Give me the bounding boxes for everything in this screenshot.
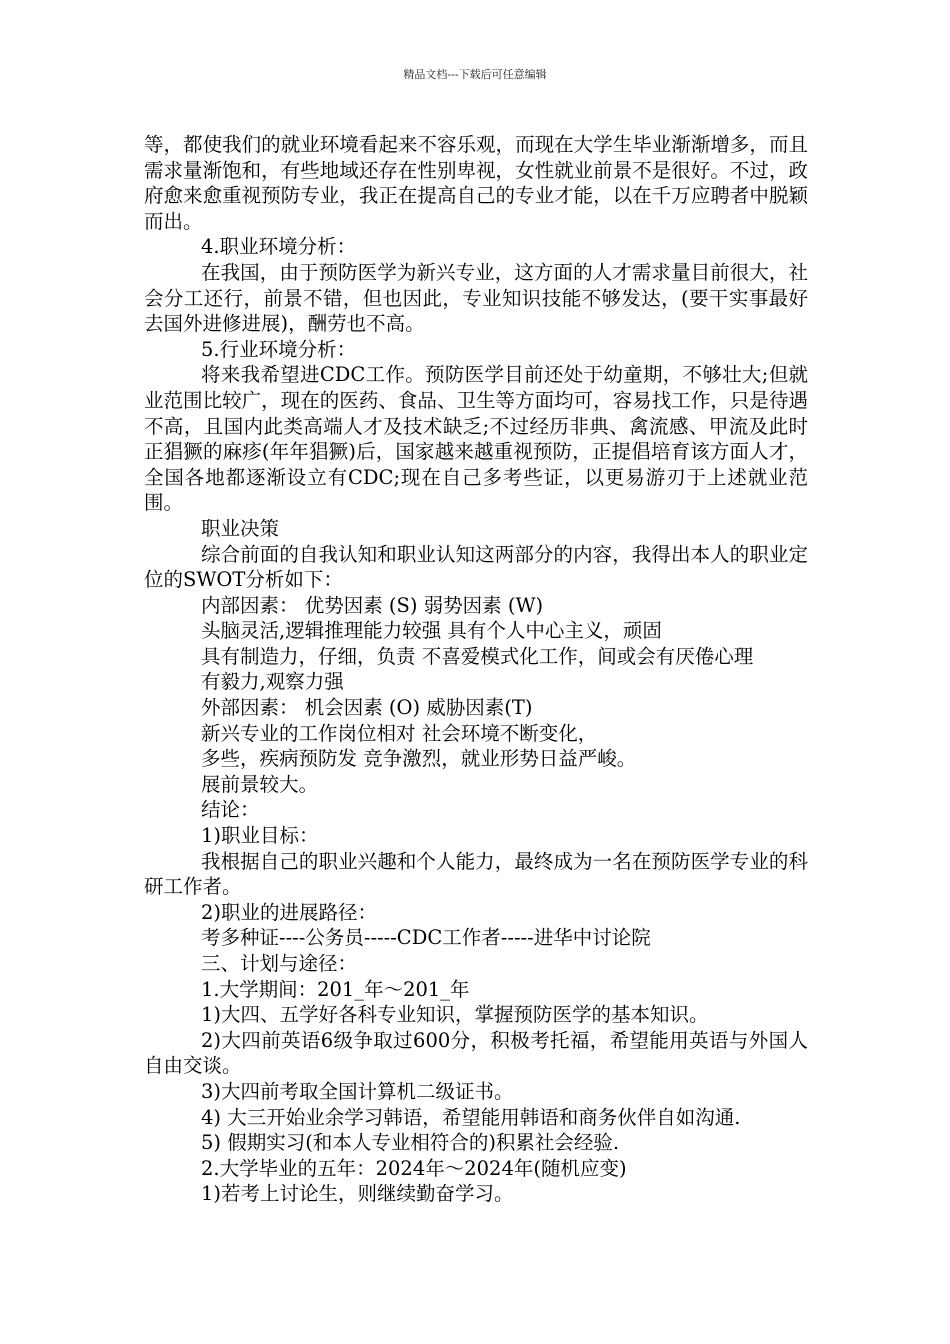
paragraph: 2)大四前英语6级争取过600分，积极考托福，希望能用英语与外国人自由交谈。 bbox=[144, 1028, 808, 1078]
paragraph: 1)大四、五学好各科专业知识，掌握预防医学的基本知识。 bbox=[201, 1003, 709, 1027]
paragraph: 头脑灵活,逻辑推理能力较强 具有个人中心主义，顽固 bbox=[201, 619, 662, 643]
paragraph: 有毅力,观察力强 bbox=[201, 670, 344, 694]
paragraph: 3)大四前考取全国计算机二级证书。 bbox=[201, 1079, 514, 1103]
paragraph: 展前景较大。 bbox=[201, 772, 319, 796]
paragraph: 1)职业目标： bbox=[201, 824, 319, 848]
paragraph: 2.大学毕业的五年：2024年～2024年(随机应变) bbox=[201, 1156, 627, 1180]
document-body bbox=[144, 132, 808, 1207]
paragraph: 4) 大三开始业余学习韩语，希望能用韩语和商务伙伴自如沟通. bbox=[201, 1105, 741, 1129]
paragraph: 1.大学期间：201_年～201_年 bbox=[201, 977, 470, 1001]
paragraph: 结论： bbox=[201, 798, 260, 822]
paragraph: 等，都使我们的就业环境看起来不容乐观，而现在大学生毕业渐渐增多，而且需求量渐饱和，有些地域还存在性别卑视，女性就业前景不是很好。不过，政府愈来愈重视预防专业，我正在提高自己的专业才能，以在千万应聘者中脱颖而出。 bbox=[144, 133, 808, 233]
paragraph: 新兴专业的工作岗位相对 社会环境不断变化， bbox=[201, 721, 598, 745]
paragraph: 将来我希望进CDC工作。预防医学目前还处于幼童期，不够壮大;但就业范围比较广，现在的医药、食品、卫生等方面均可，容易找工作，只是待遇不高，且国内此类高端人才及技术缺乏;不过经历非典、禽流感、甲流及此时正猖獗的麻疹(年年猖獗)后，国家越来越重视预防，正提倡培育该方面人才，全国各地都逐渐设立有CDC;现在自己多考些证，以更易游刃于上述就业范围。 bbox=[144, 363, 808, 515]
paragraph: 5.行业环境分析： bbox=[201, 337, 357, 361]
paragraph: 2)职业的进展路径： bbox=[201, 900, 378, 924]
paragraph: 5) 假期实习(和本人专业相符合的)积累社会经验. bbox=[201, 1131, 620, 1155]
paragraph: 我根据自己的职业兴趣和个人能力，最终成为一名在预防医学专业的科研工作者。 bbox=[144, 849, 808, 899]
page-header: 精品文档---下载后可任意编辑 bbox=[403, 68, 547, 81]
paragraph: 多些，疾病预防发 竞争激烈，就业形势日益严峻。 bbox=[201, 747, 637, 771]
paragraph: 考多种证----公务员-----CDC工作者-----进华中讨论院 bbox=[201, 926, 651, 950]
paragraph: 职业决策 bbox=[201, 516, 280, 540]
paragraph: 1)若考上讨论生，则继续勤奋学习。 bbox=[201, 1182, 514, 1206]
paragraph: 外部因素： 机会因素 (O) 威胁因素(T) bbox=[201, 696, 533, 720]
paragraph: 具有制造力，仔细，负责 不喜爱模式化工作，间或会有厌倦心理 bbox=[201, 644, 754, 668]
paragraph: 在我国，由于预防医学为新兴专业，这方面的人才需求量目前很大，社会分工还行，前景不错，但也因此，专业知识技能不够发达，(要干实事最好去国外进修进展)，酬劳也不高。 bbox=[144, 260, 808, 336]
paragraph: 三、计划与途径： bbox=[201, 952, 358, 975]
paragraph: 4.职业环境分析： bbox=[201, 235, 357, 259]
paragraph: 综合前面的自我认知和职业认知这两部分的内容，我得出本人的职业定位的SWOT分析如下： bbox=[144, 542, 808, 592]
paragraph: 内部因素： 优势因素 (S) 弱势因素 (W) bbox=[201, 593, 544, 617]
